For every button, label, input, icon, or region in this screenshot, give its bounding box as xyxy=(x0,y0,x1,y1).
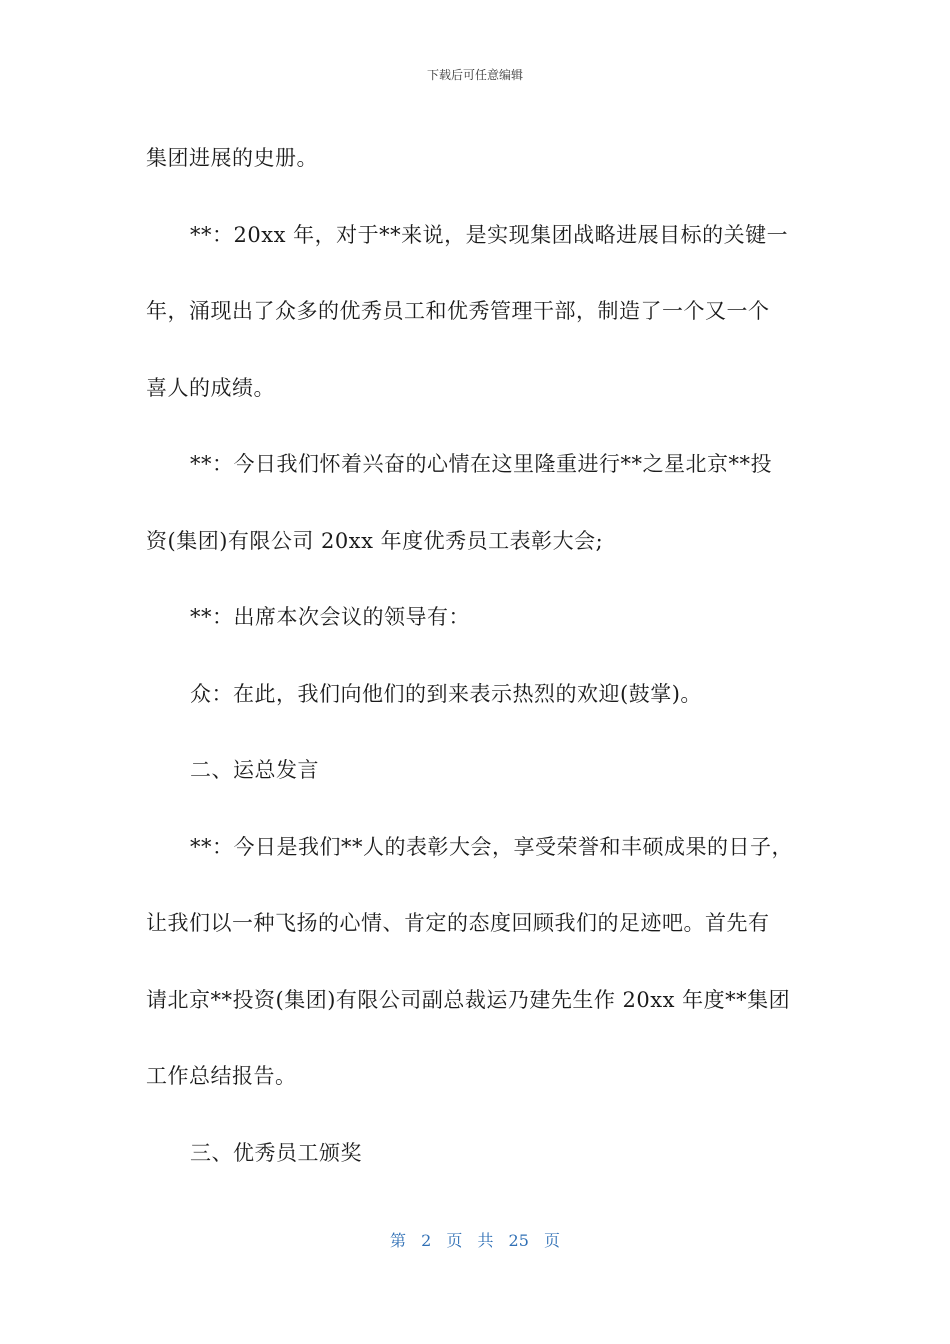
text-line: 众：在此，我们向他们的到来表示热烈的欢迎(鼓掌)。 xyxy=(190,681,702,706)
text-line: **：今日我们怀着兴奋的心情在这里隆重进行**之星北京**投 xyxy=(190,452,772,476)
document-body xyxy=(146,120,816,1191)
text-line: 资(集团)有限公司 20xx 年度优秀员工表彰大会; xyxy=(146,528,604,553)
text-line: 年，涌现出了众多的优秀员工和优秀管理干部，制造了一个又一个 xyxy=(146,299,770,323)
text-line: 喜人的成绩。 xyxy=(146,375,275,400)
section-heading: 三、优秀员工颁奖 xyxy=(190,1140,362,1165)
text-line: **：今日是我们**人的表彰大会，享受荣誉和丰硕成果的日子， xyxy=(190,834,793,859)
text-line: 集团进展的史册。 xyxy=(146,146,318,170)
text-line: **：出席本次会议的领导有： xyxy=(190,605,470,629)
text-line: 让我们以一种飞扬的心情、肯定的态度回顾我们的足迹吧。首先有 xyxy=(146,911,770,935)
text-line: **：20xx 年，对于**来说，是实现集团战略进展目标的关键一 xyxy=(190,222,789,247)
page-number: 第 2 页 共 25 页 xyxy=(390,1231,560,1250)
text-line: 请北京**投资(集团)有限公司副总裁运乃建先生作 20xx 年度**集团 xyxy=(146,987,791,1012)
section-heading: 二、运总发言 xyxy=(190,758,319,782)
text-line: 工作总结报告。 xyxy=(146,1064,297,1088)
page-header-note: 下载后可任意编辑 xyxy=(426,68,523,82)
